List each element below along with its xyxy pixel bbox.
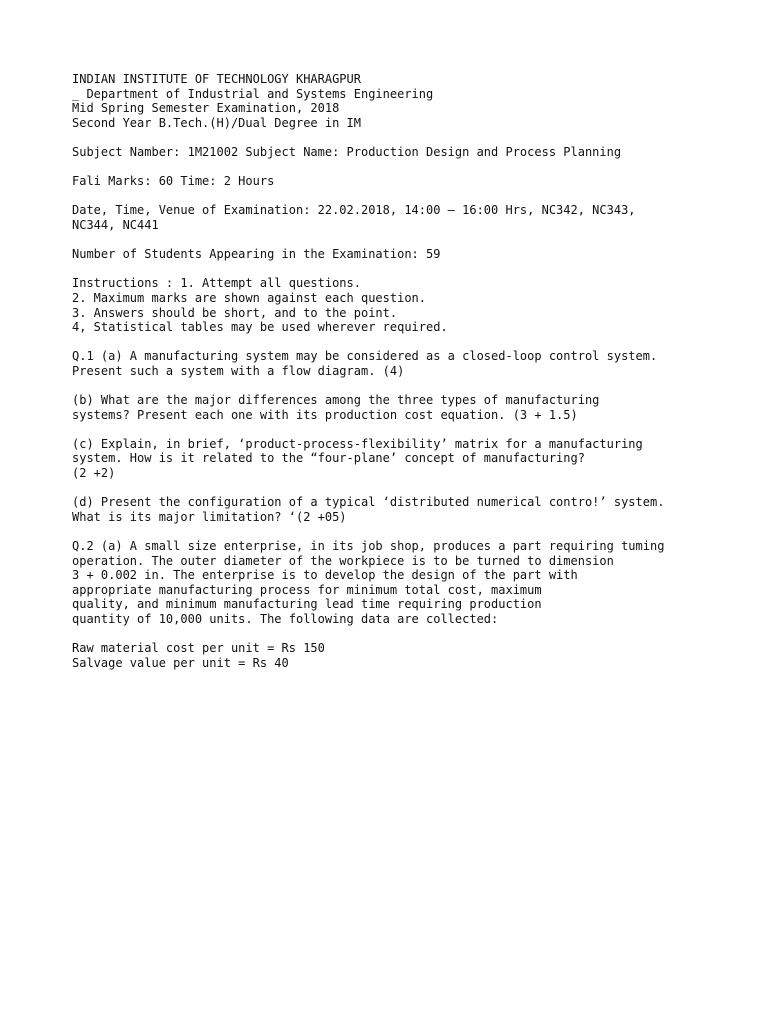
- question-1a-line: Q.1 (a) A manufacturing system may be considered as a closed-loop control system.: [72, 349, 658, 364]
- question-1b: [72, 393, 732, 422]
- question-1a-line: Present such a system with a flow diagram. (4): [72, 363, 405, 378]
- exam-header-line: Second Year B.Tech.(H)/Dual Degree in IM: [72, 115, 361, 130]
- marks-time-line: Fali Marks: 60 Time: 2 Hours: [72, 174, 275, 189]
- question-1d-line: (d) Present the configuration of a typical ‘distributed numerical contro!’ system.: [72, 495, 665, 510]
- date-venue-line: NC344, NC441: [72, 217, 159, 232]
- question-1c-line: (c) Explain, in brief, ‘product-process-flexibility’ matrix for a manufacturing: [72, 436, 643, 451]
- question-1d-line: What is its major limitation? ‘(2 +05): [72, 509, 347, 524]
- cost-data: [72, 641, 732, 670]
- instructions-line: 3. Answers should be short, and to the point.: [72, 305, 398, 320]
- subject-line-line: Subject Namber: 1M21002 Subject Name: Production Design and Process Planning: [72, 144, 622, 159]
- question-1c-line: system. How is it related to the “four-plane’ concept of manufacturing?: [72, 451, 585, 466]
- question-1b-line: systems? Present each one with its production cost equation. (3 + 1.5): [72, 407, 578, 422]
- question-1c: [72, 437, 732, 481]
- question-1d: [72, 495, 732, 524]
- question-2a-line: quantity of 10,000 units. The following data are collected:: [72, 611, 499, 626]
- exam-paper-page: [72, 72, 732, 685]
- subject-line: [72, 145, 732, 160]
- date-venue: [72, 203, 732, 232]
- question-2a: [72, 539, 732, 627]
- marks-time: [72, 174, 732, 189]
- cost-data-line: Raw material cost per unit = Rs 150: [72, 641, 325, 656]
- question-2a-line: operation. The outer diameter of the workpiece is to be turned to dimension: [72, 553, 614, 568]
- exam-header-line: Mid Spring Semester Examination, 2018: [72, 101, 340, 116]
- instructions-line: 2. Maximum marks are shown against each question.: [72, 290, 427, 305]
- instructions: [72, 276, 732, 334]
- date-venue-line: Date, Time, Venue of Examination: 22.02.2018, 14:00 — 16:00 Hrs, NC342, NC343,: [72, 203, 636, 218]
- question-1b-line: (b) What are the major differences among the three types of manufacturing: [72, 393, 600, 408]
- exam-header-line: INDIAN INSTITUTE OF TECHNOLOGY KHARAGPUR: [72, 72, 361, 86]
- question-2a-line: appropriate manufacturing process for minimum total cost, maximum: [72, 582, 542, 597]
- exam-header: [72, 72, 732, 130]
- instructions-line: Instructions : 1. Attempt all questions.: [72, 276, 361, 291]
- instructions-line: 4, Statistical tables may be used wherever required.: [72, 320, 448, 335]
- question-1c-line: (2 +2): [72, 466, 116, 481]
- question-2a-line: 3 + 0.002 in. The enterprise is to develop the design of the part with: [72, 568, 578, 583]
- question-2a-line: quality, and minimum manufacturing lead time requiring production: [72, 597, 542, 612]
- question-1a: [72, 349, 732, 378]
- students-count-line: Number of Students Appearing in the Examination: 59: [72, 247, 441, 262]
- exam-header-line: _ Department of Industrial and Systems Engineering: [72, 86, 434, 101]
- cost-data-line: Salvage value per unit = Rs 40: [72, 655, 289, 670]
- students-count: [72, 247, 732, 262]
- question-2a-line: Q.2 (a) A small size enterprise, in its job shop, produces a part requiring tuming: [72, 539, 665, 553]
